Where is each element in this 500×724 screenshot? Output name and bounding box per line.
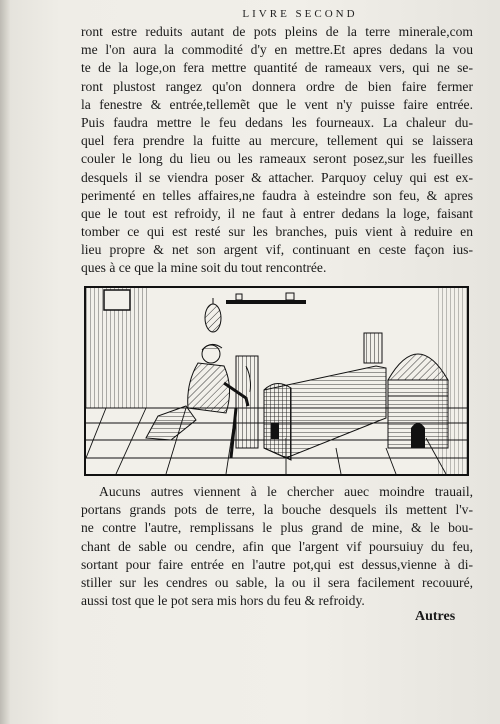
text-line: chant de sable ou cendre, afin que l'argent vif poursuiuy du feu, [81, 538, 473, 554]
paragraph-2 [81, 483, 473, 610]
text-line: te de la loge,on fera mettre quantité de rameaux vers, qui ne se- [81, 60, 473, 76]
text-line: ront plustost rangez qu'on donnera ordre de bien faire fermer [81, 78, 473, 94]
running-head: LIVRE SECOND [242, 8, 358, 20]
woodcut-domed-furnace [388, 354, 448, 448]
text-line: ques à ce que la mine soit du tout rencontrée. [81, 260, 327, 276]
text-line: couler le long du lieu ou les rameaux seront posez,sur les fueilles [81, 151, 473, 167]
text-line: Aucuns autres viennent à le chercher auec moindre trauail, [99, 484, 473, 499]
text-line: ront estre reduits autant de pots pleins de la terre minerale,com [81, 24, 473, 39]
paragraph-1 [81, 23, 473, 278]
catchword: Autres [415, 609, 456, 624]
woodcut-furnace-scene [86, 288, 467, 474]
woodcut-illustration [84, 286, 469, 476]
text-line: Puis faudra mettre le feu dedans les fourneaux. La chaleur du- [81, 114, 473, 130]
text-line: tomber ce qui est resté sur les branches, puis vient à reduire en [81, 224, 473, 240]
text-line: me l'on aura la commodité d'y en mettre.Et apres dedans la vou [81, 42, 473, 58]
text-line: que le tout est refroidy, il ne faut à entrer dedans la loge, faisant [81, 205, 473, 221]
text-line: quel fera prendre la fuitte au mercure, tellement qui se laissera [81, 133, 473, 149]
text-line: sortant pour faire entrée en l'autre pot,qui est dessus,vienne à di- [81, 556, 473, 572]
text-line: perimenté en telles affaires,ne faudra à esteindre son feu, & apres [81, 187, 473, 203]
text-line: stiller sur les cendres ou sable, la ou il sera facilement recouuré, [81, 574, 473, 590]
text-line: aussi tost que le pot sera mis hors du feu & refroidy. [81, 593, 365, 609]
text-line: portans grands pots de terre, la bouche desquels ils mettent l'v- [81, 502, 473, 518]
text-line: lieu propre & net son argent vif, continuant en ceste façon ius- [81, 242, 473, 258]
page-gutter [0, 0, 10, 724]
text-line: desquels il se viendra poser & attacher. Parquoy celuy qui est ex- [81, 169, 473, 185]
text-line: ne contre l'autre, remplissans le plus grand de mine, & le bou- [81, 520, 473, 536]
text-line: la fenestre & entrée,tellemẽt que le vent n'y puisse faire entrée. [81, 96, 473, 112]
